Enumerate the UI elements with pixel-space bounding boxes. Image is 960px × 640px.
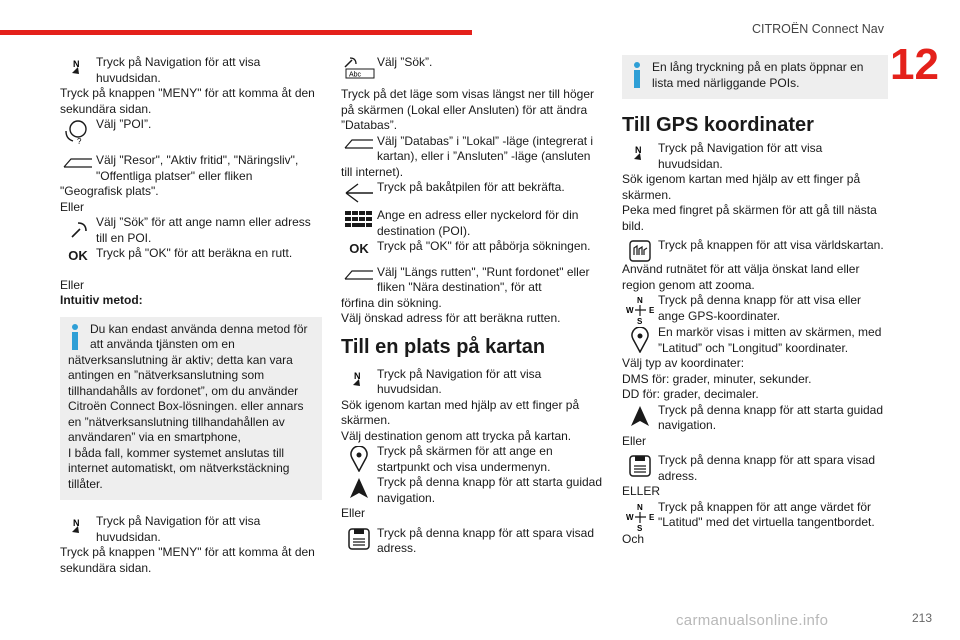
svg-text:N: N bbox=[637, 296, 643, 305]
step-text: Välj destination genom att trycka på kartan. bbox=[341, 428, 572, 443]
step-text: Tryck på denna knapp för att spara visad adress. bbox=[377, 525, 595, 555]
step-text: Eller bbox=[60, 277, 85, 292]
column-1 bbox=[60, 55, 322, 576]
back-arrow-icon bbox=[341, 180, 377, 204]
svg-text:N: N bbox=[73, 518, 80, 528]
step-text: Tryck på denna knapp för att starta guidad navigation. bbox=[658, 402, 884, 432]
step-text: Tryck på knappen för att ange värdet för "Latitud" med det virtuella tangentbordet. bbox=[658, 499, 875, 529]
step-text: Tryck på knappen "MENY" för att komma åt den sekundära sidan. bbox=[60, 545, 315, 575]
ok-icon: OK bbox=[68, 248, 88, 263]
section-heading: Till en plats på kartan bbox=[341, 335, 546, 358]
svg-text:?: ? bbox=[77, 137, 82, 145]
step-text: Välj ”Sök”. bbox=[377, 55, 433, 69]
step-text: Använd rutnätet för att välja önskat land eller region genom att zooma. bbox=[622, 262, 860, 292]
step-text: Välj ”POI”. bbox=[96, 117, 152, 131]
step-text: Välj önskad adress för att beräkna rutten. bbox=[341, 311, 561, 325]
info-text: I båda fall, kommer systemet anslutas till internet automatiskt, om nätverkstäckning tillåter. bbox=[68, 445, 290, 491]
svg-text:N: N bbox=[354, 370, 361, 381]
poi-icon bbox=[60, 117, 96, 145]
step-text: Tryck på denna knapp för att starta guidad navigation. bbox=[377, 475, 603, 505]
svg-text:N: N bbox=[635, 145, 642, 155]
ok-icon: OK bbox=[349, 241, 369, 256]
step-text: Och bbox=[622, 531, 645, 546]
info-box bbox=[622, 55, 888, 99]
tab-icon bbox=[60, 153, 96, 169]
info-text: nätverksanslutning är aktiv; detta kan vara antingen en ”nätverksanslutning som tillhandahålls av fordonet”, om du använder Citroën Connect Box-lösningen. eller annars en ”nätverksanslutning tillhandahållen av användaren” via en smartphone, bbox=[68, 352, 304, 444]
top-accent-bar bbox=[0, 30, 472, 35]
info-icon bbox=[630, 61, 644, 94]
step-text: DD för: grader, decimaler. bbox=[622, 387, 759, 401]
step-text: Välj ”Databas” i ”Lokal” -läge (integrerat i kartan), eller i ”Ansluten” -läge (ansluten bbox=[377, 133, 594, 163]
step-text: "Geografisk plats". bbox=[60, 184, 159, 198]
info-text: Du kan endast använda denna metod för att använda tjänsten om en bbox=[90, 321, 308, 351]
svg-text:W: W bbox=[626, 306, 634, 315]
keyboard-search-icon bbox=[341, 55, 377, 79]
navigation-icon bbox=[341, 367, 377, 389]
step-text: Tryck på det läge som visas längst ner till höger på skärmen (Lokal eller Ansluten) för att ändra ”Databas”. bbox=[341, 87, 595, 132]
svg-text:E: E bbox=[649, 306, 655, 315]
step-text: Eller bbox=[341, 506, 366, 520]
step-text: Tryck på Navigation för att visa huvudsidan. bbox=[377, 366, 542, 396]
step-text: Tryck på knappen "MENY" för att komma åt den sekundära sidan. bbox=[60, 86, 315, 116]
info-box bbox=[60, 317, 322, 501]
svg-text:E: E bbox=[649, 512, 655, 522]
tab-icon bbox=[341, 265, 377, 281]
step-text: Tryck på skärmen för att ange en startpunkt och visa undermenyn. bbox=[377, 444, 553, 474]
step-text: En markör visas i mitten av skärmen, med ”Latitud” och ”Longitud” koordinater. bbox=[658, 325, 882, 355]
step-text: Peka med fingret på skärmen för att gå till nästa bild. bbox=[622, 203, 877, 233]
step-text: Tryck på knappen för att visa världskartan. bbox=[658, 238, 884, 252]
step-text: Sök igenom kartan med hjälp av ett finger på skärmen. bbox=[341, 397, 580, 427]
navigation-icon bbox=[60, 514, 96, 536]
map-pin-icon bbox=[622, 325, 658, 353]
svg-text:S: S bbox=[637, 523, 643, 532]
search-icon bbox=[60, 215, 96, 241]
navigation-icon bbox=[622, 141, 658, 163]
guidance-arrow-icon bbox=[341, 475, 377, 499]
compass-icon bbox=[622, 500, 658, 532]
info-text: En lång tryckning på en plats öppnar en lista med närliggande POIs. bbox=[652, 60, 864, 90]
step-text: Eller bbox=[60, 199, 85, 214]
section-label: Intuitiv metod: bbox=[60, 293, 143, 307]
step-text: Sök igenom kartan med hjälp av ett finger på skärmen. bbox=[622, 172, 861, 202]
svg-text:S: S bbox=[637, 317, 643, 325]
save-icon bbox=[341, 526, 377, 550]
step-text: Tryck på bakåtpilen för att bekräfta. bbox=[377, 180, 565, 194]
step-text: DMS för: grader, minuter, sekunder. bbox=[622, 371, 812, 386]
header-title: CITROËN Connect Nav bbox=[752, 22, 884, 36]
column-3 bbox=[622, 55, 888, 547]
page-number: 213 bbox=[912, 611, 933, 625]
step-text: Tryck på denna knapp för att visa eller ange GPS-koordinater. bbox=[658, 293, 861, 323]
guidance-arrow-icon bbox=[622, 403, 658, 427]
svg-text:N: N bbox=[637, 502, 643, 512]
section-heading: Till GPS koordinater bbox=[622, 114, 814, 136]
step-text: Välj ”Sök” för att ange namn eller adress till en POI. bbox=[96, 215, 311, 245]
step-text: Välj "Resor", "Aktiv fritid", "Näringsliv", "Offentliga platser" eller fliken bbox=[96, 153, 299, 183]
compass-icon bbox=[622, 293, 658, 325]
step-text: Ange en adress eller nyckelord för din destination (POI). bbox=[377, 208, 579, 238]
svg-text:N: N bbox=[73, 59, 80, 69]
step-text: förfina din sökning. bbox=[341, 295, 442, 310]
step-text: Tryck på "OK" för att beräkna en rutt. bbox=[96, 246, 293, 260]
step-text: till internet). bbox=[341, 164, 404, 179]
svg-text:W: W bbox=[626, 512, 634, 522]
step-text: Eller bbox=[622, 433, 647, 448]
watermark: carmanualsonline.info bbox=[676, 612, 829, 629]
world-map-icon bbox=[622, 238, 658, 262]
navigation-icon bbox=[60, 55, 96, 77]
step-text: Tryck på "OK" för att påbörja sökningen. bbox=[377, 239, 591, 253]
step-text: Välj "Längs rutten", "Runt fordonet" eller fliken "Nära destination", för att bbox=[377, 264, 590, 294]
save-icon bbox=[622, 453, 658, 477]
column-2 bbox=[341, 55, 603, 557]
chapter-number: 12 bbox=[890, 40, 939, 89]
keyboard-icon bbox=[341, 208, 377, 230]
map-pin-icon bbox=[341, 444, 377, 472]
step-text: Tryck på Navigation för att visa huvudsidan. bbox=[658, 141, 823, 171]
step-text: Tryck på Navigation för att visa huvudsidan. bbox=[96, 514, 261, 544]
svg-text:Abc: Abc bbox=[349, 71, 362, 79]
step-text: Välj typ av koordinater: bbox=[622, 356, 745, 370]
step-text: Tryck på denna knapp för att spara visad adress. bbox=[658, 453, 876, 483]
info-icon bbox=[68, 323, 82, 356]
step-text: Tryck på Navigation för att visa huvudsidan. bbox=[96, 55, 261, 85]
step-text: ELLER bbox=[622, 484, 661, 498]
tab-icon bbox=[341, 134, 377, 150]
